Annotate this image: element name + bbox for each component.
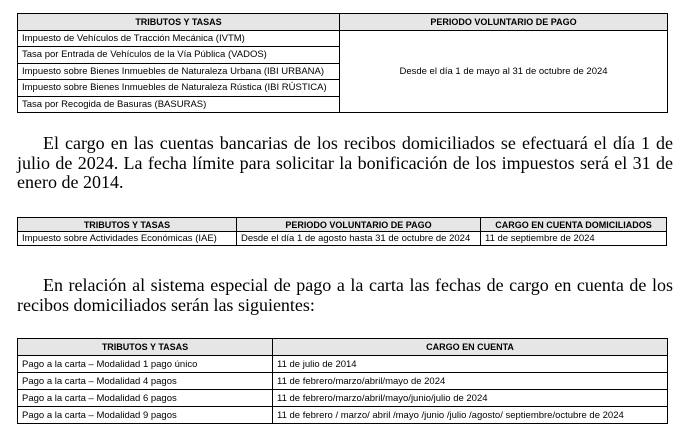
tribute-cell: Impuesto sobre Actividades Económicas (IAE) [18, 232, 237, 246]
table-row [18, 407, 668, 424]
tribute-cell: Impuesto de Vehículos de Tracción Mecánica (IVTM) [18, 30, 340, 47]
tribute-cell: Tasa por Entrada de Vehículos de la Vía Pública (VADOS) [18, 47, 340, 64]
table-row [18, 373, 668, 390]
table-row [18, 390, 668, 407]
direct-debit-paragraph: El cargo en las cuentas bancarias de los recibos domiciliados se efectuará el día 1 de julio de 2024. La fecha límite para solicitar la bonificación de los impuestos será el 31 de enero de 2014. [17, 133, 673, 192]
header-periodo: PERIODO VOLUNTARIO DE PAGO [237, 218, 481, 232]
tribute-cell: Impuesto sobre Bienes Inmuebles de Naturaleza Rústica (IBI RÚSTICA) [18, 80, 340, 97]
modality-cell: Pago a la carta – Modalidad 9 pagos [18, 407, 273, 424]
tributes-period-table [17, 13, 668, 113]
header-periodo: PERIODO VOLUNTARIO DE PAGO [340, 14, 668, 31]
charge-cell: 11 de febrero / marzo/ abril /mayo /junio /julio /agosto/ septiembre/octubre de 2024 [273, 407, 668, 424]
header-cargo: CARGO EN CUENTA [273, 339, 668, 356]
iae-table [17, 217, 667, 246]
header-tributos: TRIBUTOS Y TASAS [18, 339, 273, 356]
table-header-row [18, 14, 668, 31]
modality-cell: Pago a la carta – Modalidad 6 pagos [18, 390, 273, 407]
table-header-row [18, 339, 668, 356]
table-row [18, 356, 668, 373]
tribute-cell: Impuesto sobre Bienes Inmuebles de Naturaleza Urbana (IBI URBANA) [18, 63, 340, 80]
modality-cell: Pago a la carta – Modalidad 1 pago único [18, 356, 273, 373]
table-row [18, 232, 667, 246]
header-tributos: TRIBUTOS Y TASAS [18, 14, 340, 31]
table-row [18, 30, 668, 47]
charge-cell: 11 de julio de 2014 [273, 356, 668, 373]
charge-cell: 11 de septiembre de 2024 [481, 232, 667, 246]
pago-carta-table [17, 338, 668, 424]
tribute-cell: Tasa por Recogida de Basuras (BASURAS) [18, 96, 340, 113]
header-cargo-domiciliados: CARGO EN CUENTA DOMICILIADOS [481, 218, 667, 232]
pago-carta-paragraph: En relación al sistema especial de pago a la carta las fechas de cargo en cuenta de los recibos domiciliados serán las siguientes: [17, 275, 673, 315]
charge-cell: 11 de febrero/marzo/abril/mayo/junio/julio de 2024 [273, 390, 668, 407]
charge-cell: 11 de febrero/marzo/abril/mayo de 2024 [273, 373, 668, 390]
modality-cell: Pago a la carta – Modalidad 4 pagos [18, 373, 273, 390]
period-cell: Desde el día 1 de agosto hasta 31 de octubre de 2024 [237, 232, 481, 246]
table-header-row [18, 218, 667, 232]
header-tributos: TRIBUTOS Y TASAS [18, 218, 237, 232]
period-cell: Desde el día 1 de mayo al 31 de octubre de 2024 [340, 30, 668, 113]
